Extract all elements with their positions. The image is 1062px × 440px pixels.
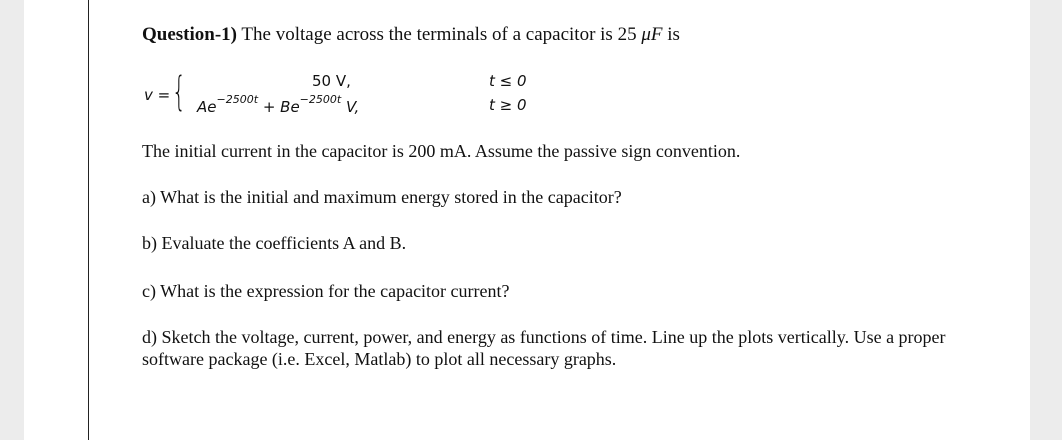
case2-exp-a: −2500t [216, 93, 259, 106]
case1-value: 50 V, [312, 72, 351, 90]
equation-lhs: v = [144, 86, 171, 104]
brace-icon: { [172, 69, 186, 115]
question-label: Question-1) [142, 24, 237, 45]
case2-plus: + Be [262, 98, 300, 116]
part-b-text: b) Evaluate the coefficients A and B. [142, 233, 407, 253]
case2-unit: V, [345, 98, 360, 116]
case2-expression [197, 93, 360, 116]
question-text: The voltage across the terminals of a capacitor is 25 [241, 24, 637, 45]
question-end: is [667, 24, 680, 45]
document-page [24, 0, 1030, 440]
case2-condition: t ≥ 0 [489, 96, 527, 114]
voltage-equation [144, 68, 564, 118]
part-c-text: c) What is the expression for the capacitor current? [142, 281, 510, 301]
case2-term-a: Ae [197, 98, 217, 116]
capacitance-unit: μF [641, 24, 663, 45]
case1-condition: t ≤ 0 [489, 72, 527, 90]
initial-current-text: The initial current in the capacitor is 200 mA. Assume the passive sign convention. [142, 141, 741, 161]
question-title [142, 24, 680, 46]
part-a-text: a) What is the initial and maximum energy stored in the capacitor? [142, 187, 622, 207]
case2-exp-b: −2500t [299, 93, 342, 106]
margin-line [88, 0, 89, 440]
part-d-text: d) Sketch the voltage, current, power, and energy as functions of time. Line up the plots vertically. Use a proper software package (i.e. Excel, Matlab) to plot all necessary graphs. [142, 327, 946, 369]
